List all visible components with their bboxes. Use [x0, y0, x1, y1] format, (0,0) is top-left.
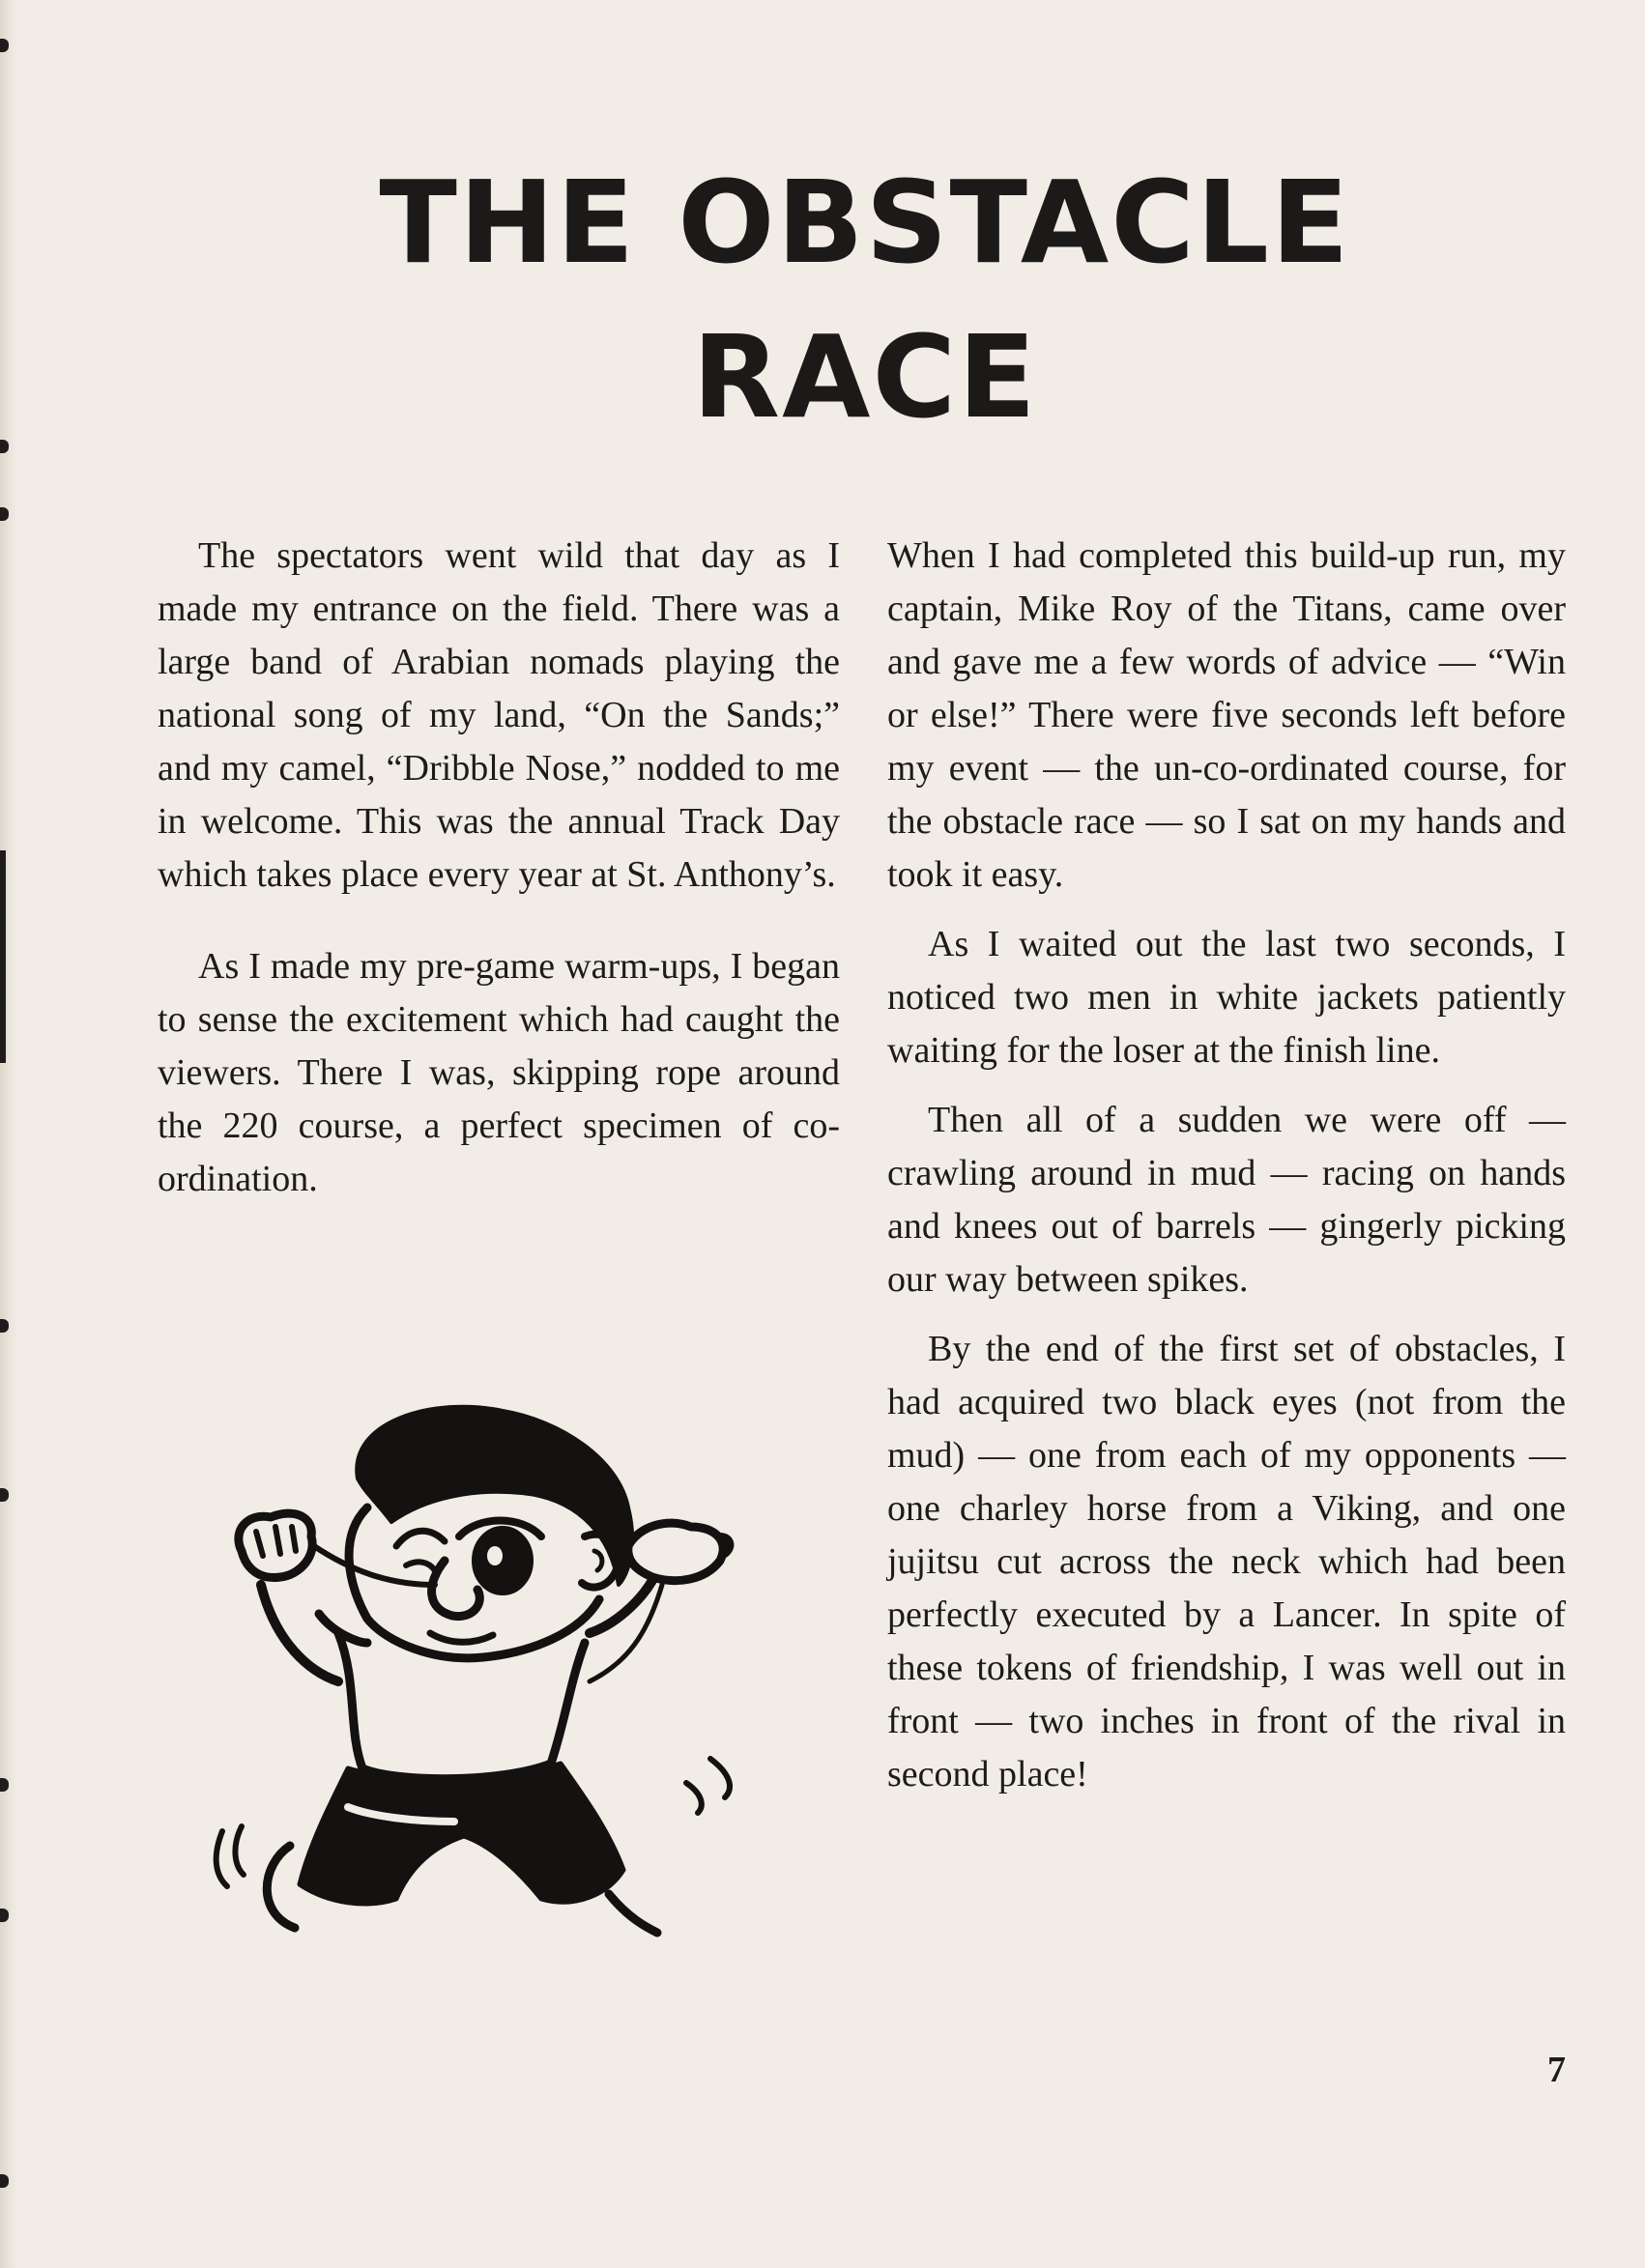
binding-hole: [0, 1778, 9, 1792]
paragraph: The spectators went wild that day as I made my entrance on the field. There was a large band of Arabian nomads playing the national song of my land, “On the Sands;” and my camel, “Dribble Nose,” nodded to me in welcome. This was the annual Track Day which takes place every year at St. Anthony’s.: [158, 535, 840, 895]
title-line-1: THE OBSTACLE: [379, 156, 1351, 289]
page-title: [0, 145, 1645, 454]
paragraph: When I had completed this build-up run, my captain, Mike Roy of the Titans, came over and gave me a few words of advice — “Win or else!” There were five seconds left before my event — the un-co-ordinated course, for the obstacle race — so I sat on my hands and took it easy.: [887, 535, 1566, 895]
paragraph: Then all of a sudden we were off — crawling around in mud — racing on hands and knees out of barrels — gingerly picking our way between spikes.: [887, 1100, 1566, 1300]
title-line-2: RACE: [692, 310, 1038, 444]
paragraph: As I waited out the last two seconds, I noticed two men in white jackets patiently waiting for the loser at the finish line.: [887, 924, 1566, 1071]
binding-strip: [0, 850, 6, 1063]
binding-hole: [0, 507, 9, 521]
binding-hole: [0, 1319, 9, 1333]
binding-hole: [0, 2174, 9, 2188]
binding-hole: [0, 1909, 9, 1922]
right-column: [887, 530, 1566, 1818]
paragraph: As I made my pre-game warm-ups, I began to sense the excitement which had caught the viewers. There I was, skipping rope around the 220 course, a perfect specimen of co-ordination.: [158, 946, 840, 1199]
binding-hole: [0, 1488, 9, 1502]
rope-skipping-cartoon-figure-icon: [203, 1392, 802, 1952]
left-column: [158, 530, 840, 1222]
paragraph: By the end of the first set of obstacles, I had acquired two black eyes (not from the mud) — one from each of my opponents — one charley horse from a Viking, and one jujitsu cut across the neck which had been perfectly executed by a Lancer. In spite of these tokens of friendship, I was well out in front — two inches in front of the rival in second place!: [887, 1329, 1566, 1794]
page-number: 7: [1547, 2050, 1566, 2090]
binding-hole: [0, 39, 9, 52]
